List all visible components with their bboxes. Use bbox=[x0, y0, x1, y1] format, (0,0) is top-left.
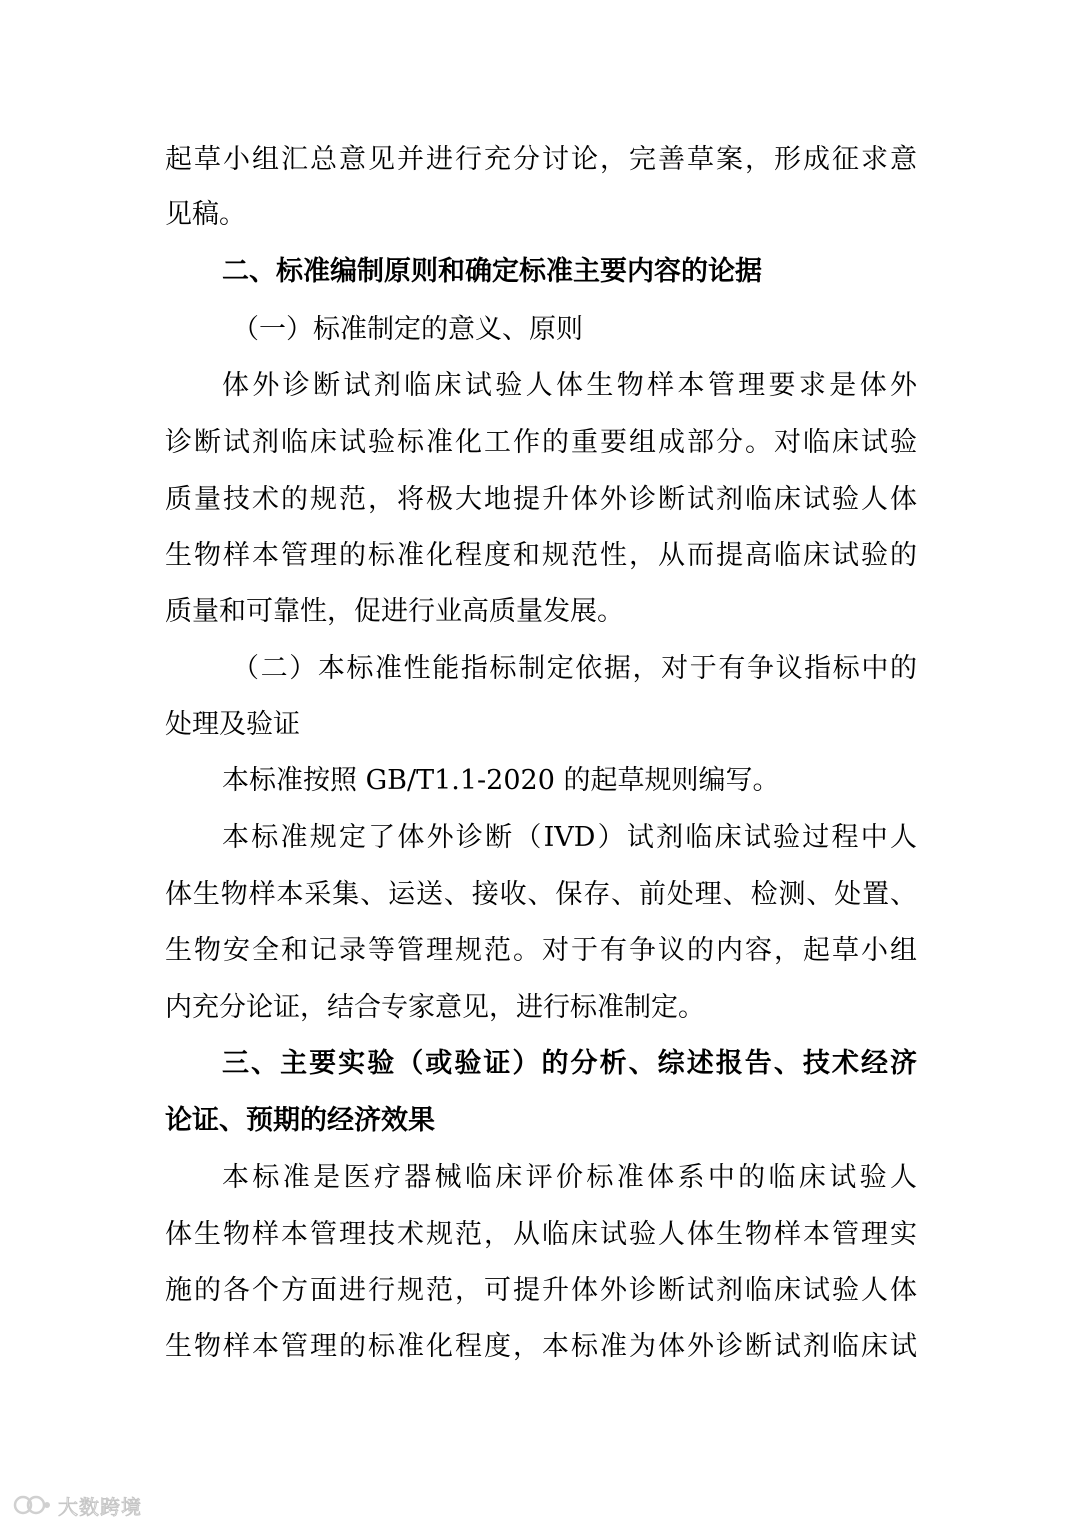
paragraph-line: 生物安全和记录等管理规范。对于有争议的内容，起草小组 bbox=[165, 935, 917, 966]
section-heading-2: 二、标准编制原则和确定标准主要内容的论据 bbox=[222, 256, 762, 287]
paragraph-line: 体生物样本采集、运送、接收、保存、前处理、检测、处置、 bbox=[165, 879, 917, 910]
paragraph-line: 内充分论证，结合专家意见，进行标准制定。 bbox=[165, 992, 705, 1023]
paragraph-line: 诊断试剂临床试验标准化工作的重要组成部分。对临床试验 bbox=[165, 427, 917, 458]
section-heading-3: 三、主要实验（或验证）的分析、综述报告、技术经济 bbox=[222, 1048, 917, 1079]
paragraph-line: 施的各个方面进行规范，可提升体外诊断试剂临床试验人体 bbox=[165, 1275, 917, 1306]
link-logo-icon bbox=[12, 1492, 52, 1518]
paragraph-line: 质量技术的规范，将极大地提升体外诊断试剂临床试验人体 bbox=[165, 484, 917, 515]
watermark bbox=[12, 1490, 142, 1520]
paragraph-line: 生物样本管理的标准化程度，本标准为体外诊断试剂临床试 bbox=[165, 1331, 917, 1362]
subsection-heading-1: （一）标准制定的意义、原则 bbox=[232, 314, 583, 345]
paragraph-line: 见稿。 bbox=[165, 199, 246, 230]
paragraph-line: 体生物样本管理技术规范，从临床试验人体生物样本管理实 bbox=[165, 1219, 917, 1250]
subsection-heading-2: （二）本标准性能指标制定依据，对于有争议指标中的 bbox=[232, 653, 917, 684]
paragraph-line: 质量和可靠性，促进行业高质量发展。 bbox=[165, 596, 624, 627]
paragraph-line: 本标准是医疗器械临床评价标准体系中的临床试验人 bbox=[222, 1162, 917, 1193]
paragraph-line: 起草小组汇总意见并进行充分讨论，完善草案，形成征求意 bbox=[165, 144, 917, 175]
paragraph-line: 生物样本管理的标准化程度和规范性，从而提高临床试验的 bbox=[165, 540, 917, 571]
section-heading-3-cont: 论证、预期的经济效果 bbox=[165, 1105, 435, 1136]
paragraph-line: 本标准规定了体外诊断（IVD）试剂临床试验过程中人 bbox=[222, 822, 917, 853]
subsection-heading-2-cont: 处理及验证 bbox=[165, 709, 300, 740]
watermark-text: 大数跨境 bbox=[58, 1494, 142, 1519]
paragraph-line: 体外诊断试剂临床试验人体生物样本管理要求是体外 bbox=[222, 370, 917, 401]
paragraph-line: 本标准按照 GB/T1.1-2020 的起草规则编写。 bbox=[222, 765, 780, 796]
